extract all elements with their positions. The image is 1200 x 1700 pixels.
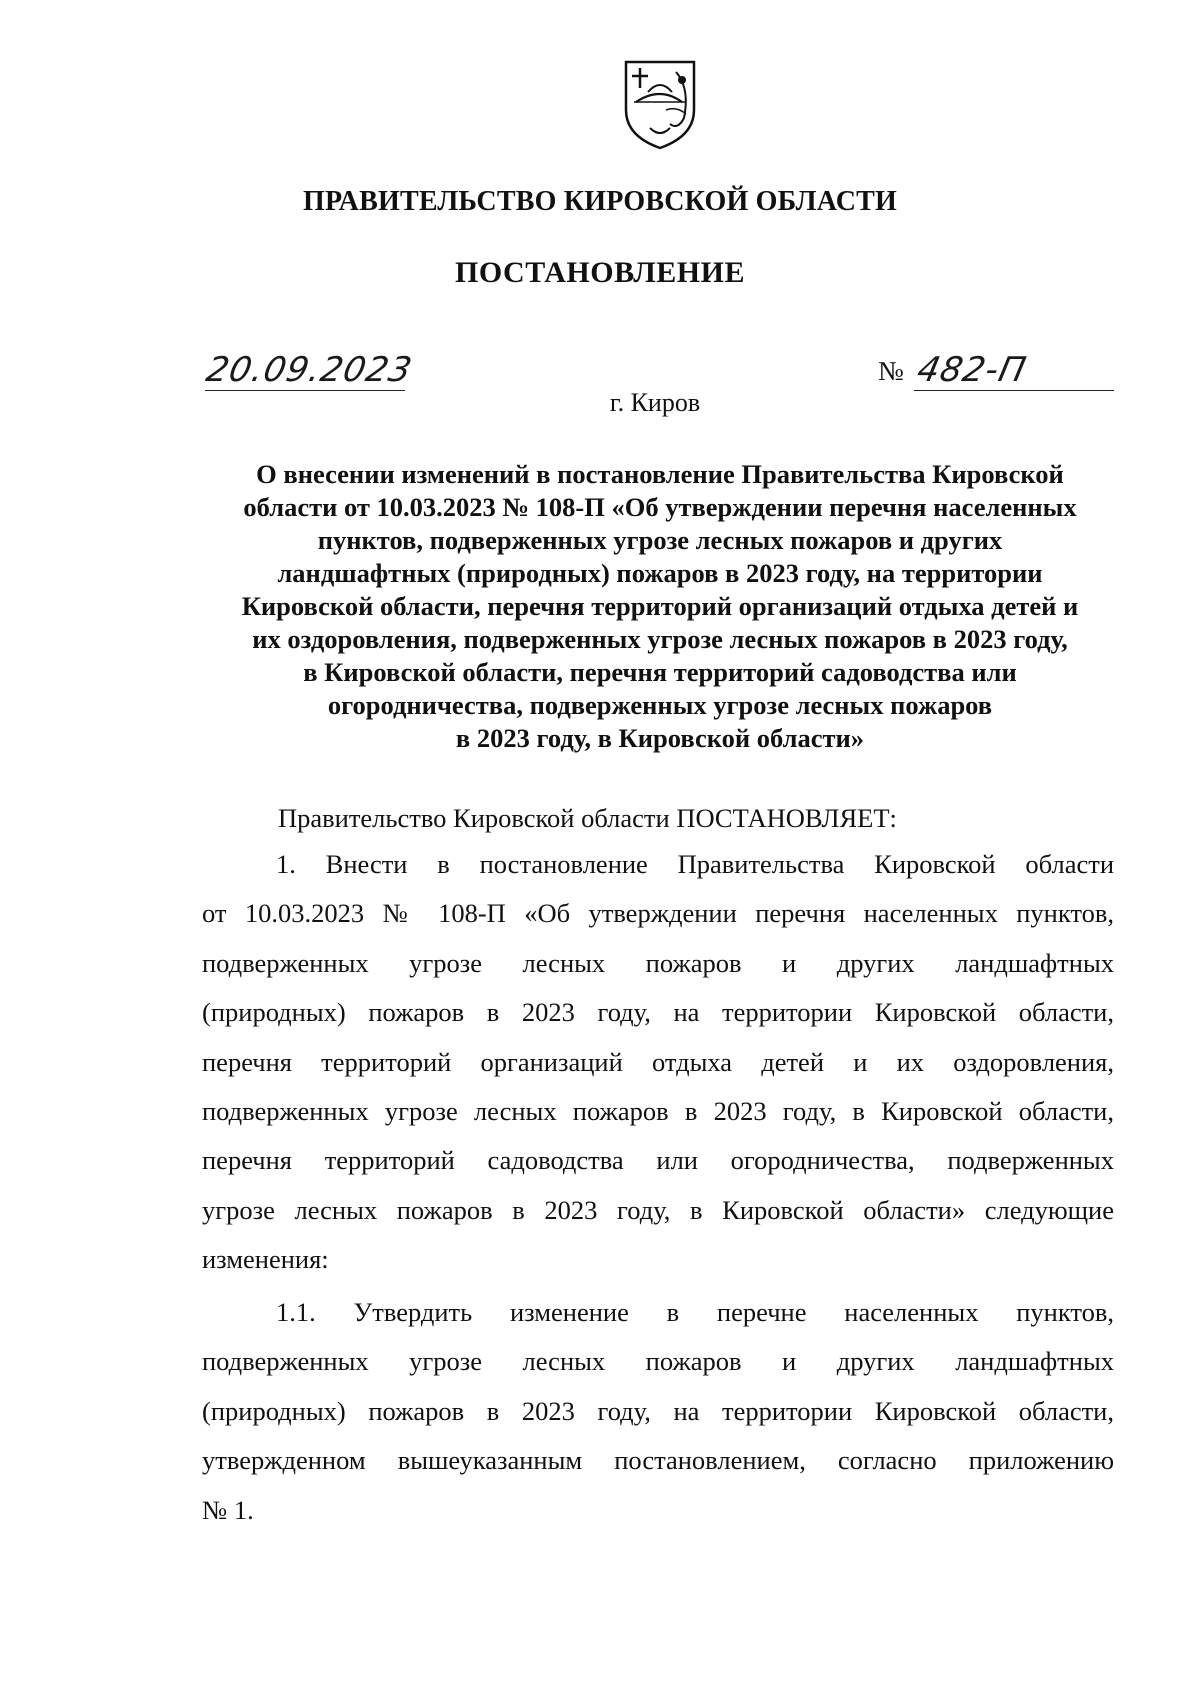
handwritten-number: 482-П xyxy=(913,350,1030,390)
document-subject xyxy=(200,458,1120,755)
number-field xyxy=(914,350,1114,391)
handwritten-date: 20.09.2023 xyxy=(202,350,416,390)
paragraph-line: (природных) пожаров в 2023 году, на территории Кировской области, xyxy=(202,1395,1114,1426)
city-name: г. Киров xyxy=(609,388,701,417)
subject-line: О внесении изменений в постановление Правительства Кировской xyxy=(256,459,1064,489)
paragraph-line: (природных) пожаров в 2023 году, на территории Кировской области, xyxy=(202,997,1114,1028)
paragraph-1-1 xyxy=(202,1288,1114,1535)
coat-of-arms-icon xyxy=(620,58,700,150)
paragraph-line: утвержденном вышеуказанным постановлением, согласно приложению xyxy=(202,1445,1114,1476)
number-label: № xyxy=(878,356,904,386)
government-name: ПРАВИТЕЛЬСТВО КИРОВСКОЙ ОБЛАСТИ xyxy=(302,186,897,217)
paragraph-line: от 10.03.2023 № 108-П «Об утверждении перечня населенных пунктов, xyxy=(202,898,1114,929)
subject-line: пунктов, подверженных угрозе лесных пожаров и других xyxy=(317,525,1003,555)
paragraph-line: угрозе лесных пожаров в 2023 году, в Кировской области» следующие xyxy=(202,1194,1114,1225)
subject-line: в 2023 году, в Кировской области» xyxy=(455,723,865,753)
paragraph-line: изменения: xyxy=(202,1244,329,1275)
preamble: Правительство Кировской области ПОСТАНОВЛЯЕТ: xyxy=(278,803,897,833)
document-type: ПОСТАНОВЛЕНИЕ xyxy=(455,256,745,289)
paragraph-line: подверженных угрозе лесных пожаров и других ландшафтных xyxy=(202,1346,1114,1377)
paragraph-line: подверженных угрозе лесных пожаров в 2023 году, в Кировской области, xyxy=(202,1095,1114,1126)
paragraph-1 xyxy=(202,840,1114,1285)
paragraph-line: перечня территорий организаций отдыха детей и их оздоровления, xyxy=(202,1046,1114,1077)
paragraph-line: № 1. xyxy=(202,1494,254,1525)
subject-line: Кировской области, перечня территорий организаций отдыха детей и xyxy=(241,591,1079,621)
subject-line: огородничества, подверженных угрозе лесных пожаров xyxy=(327,690,993,720)
subject-line: области от 10.03.2023 № 108-П «Об утверждении перечня населенных xyxy=(243,492,1077,522)
subject-line: в Кировской области, перечня территорий садоводства или xyxy=(303,657,1017,687)
paragraph-line: перечня территорий садоводства или огородничества, подверженных xyxy=(202,1145,1114,1176)
paragraph-line: подверженных угрозе лесных пожаров и других ландшафтных xyxy=(202,947,1114,978)
subject-line: ландшафтных (природных) пожаров в 2023 году, на территории xyxy=(277,558,1043,588)
paragraph-line: 1. Внести в постановление Правительства Кировской области xyxy=(276,849,1114,879)
paragraph-line: 1.1. Утвердить изменение в перечне населенных пунктов, xyxy=(276,1297,1114,1327)
subject-line: их оздоровления, подверженных угрозе лесных пожаров в 2023 году, xyxy=(252,624,1068,654)
date-field xyxy=(202,350,416,391)
